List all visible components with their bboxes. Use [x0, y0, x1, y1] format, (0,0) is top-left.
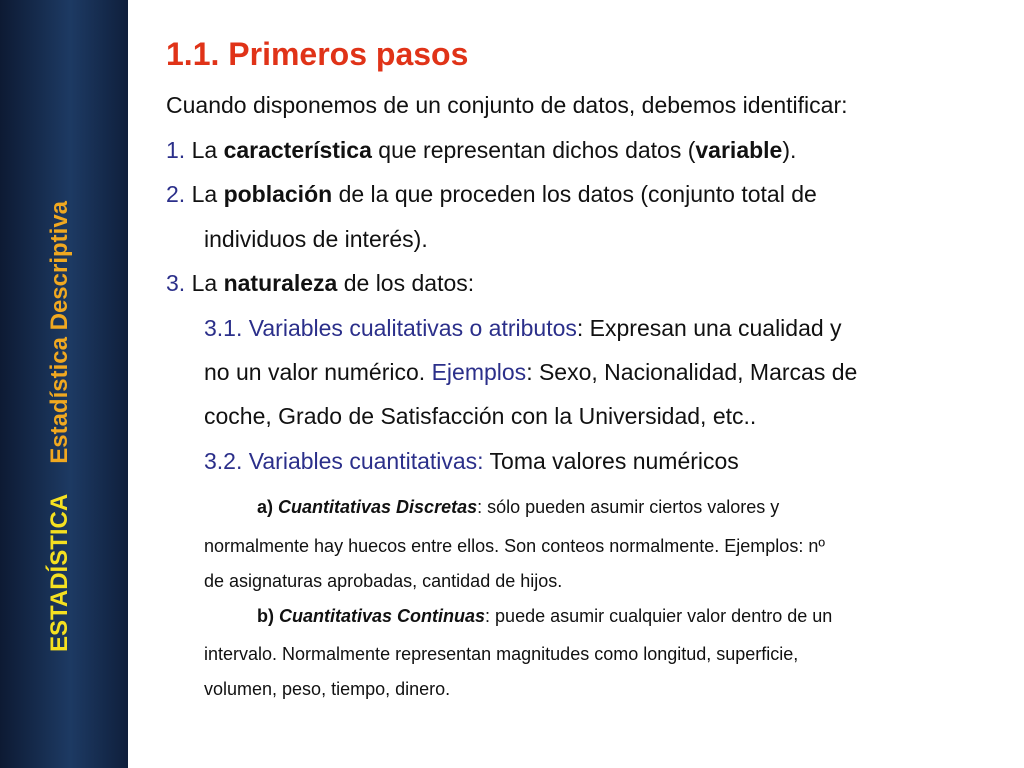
sub-a-prefix: a) — [257, 497, 279, 517]
sub-3-1-examples-label: Ejemplos — [431, 359, 527, 385]
sub-3-2 — [204, 448, 739, 475]
item-2-continuation: individuos de interés). — [204, 226, 428, 252]
item-2-text-a: La — [185, 181, 224, 207]
item-2-text-b: de la que proceden los datos (conjunto total de — [332, 181, 817, 207]
sub-b-title: Cuantitativas Continuas — [279, 606, 486, 626]
sub-b-text: puede asumir cualquier valor dentro de un — [490, 606, 833, 626]
sub-3-2-label: 3.2. Variables cuantitativas: — [204, 448, 484, 474]
item-1-text-b: que representan dichos datos ( — [371, 137, 696, 163]
sub-a-line-3: de asignaturas aprobadas, cantidad de hijos. — [204, 571, 563, 591]
sub-3-2-text: Toma valores numéricos — [483, 448, 739, 474]
sub-a-line-2: normalmente hay huecos entre ellos. Son conteos normalmente. Ejemplos: nº — [204, 536, 825, 556]
sub-b-line-2: intervalo. Normalmente representan magnitudes como longitud, superficie, — [204, 644, 799, 664]
sub-a-colon: : — [477, 497, 483, 517]
sub-b-line-3: volumen, peso, tiempo, dinero. — [204, 679, 451, 699]
sub-a — [257, 497, 779, 518]
sub-3-1-colon: : — [576, 315, 584, 341]
item-3 — [166, 270, 474, 297]
item-1 — [166, 137, 796, 164]
sub-a-title: Cuantitativas Discretas — [278, 497, 478, 517]
item-3-bold-nature: naturaleza — [223, 270, 338, 296]
sidebar — [0, 0, 128, 768]
sub-b-colon: : — [485, 606, 491, 626]
item-1-bold-variable: variable — [695, 137, 783, 163]
sub-3-1-text: Expresan una cualidad y — [583, 315, 842, 341]
item-2-number: 2. — [166, 181, 186, 207]
sub-3-1-line-2 — [204, 359, 857, 386]
sub-3-1-line-2a: no un valor numérico. — [204, 359, 432, 385]
item-1-text-a: La — [185, 137, 224, 163]
item-1-text-c: ). — [782, 137, 797, 163]
item-2 — [166, 181, 817, 208]
sidebar-subtitle: Estadística Descriptiva — [46, 200, 73, 464]
sub-3-1-line-2b: : Sexo, Nacionalidad, Marcas de — [526, 359, 858, 385]
item-3-text-b: de los datos: — [337, 270, 475, 296]
sidebar-main-title: ESTADÍSTICA — [46, 493, 73, 652]
item-3-text-a: La — [185, 270, 224, 296]
item-1-bold-characteristic: característica — [223, 137, 372, 163]
sub-b — [257, 606, 832, 627]
sub-3-1 — [204, 315, 842, 342]
sub-3-1-line-3: coche, Grado de Satisfacción con la Universidad, etc.. — [204, 403, 757, 429]
item-1-number: 1. — [166, 137, 186, 163]
intro-line: Cuando disponemos de un conjunto de datos, debemos identificar: — [166, 92, 848, 118]
sub-a-text: sólo pueden asumir ciertos valores y — [482, 497, 780, 517]
sub-b-prefix: b) — [257, 606, 279, 626]
slide-title: 1.1. Primeros pasos — [166, 36, 469, 72]
item-3-number: 3. — [166, 270, 186, 296]
sub-3-1-label: 3.1. Variables cualitativas o atributos — [204, 315, 577, 341]
sidebar-vertical-title — [42, 201, 78, 652]
item-2-bold-population: población — [223, 181, 333, 207]
